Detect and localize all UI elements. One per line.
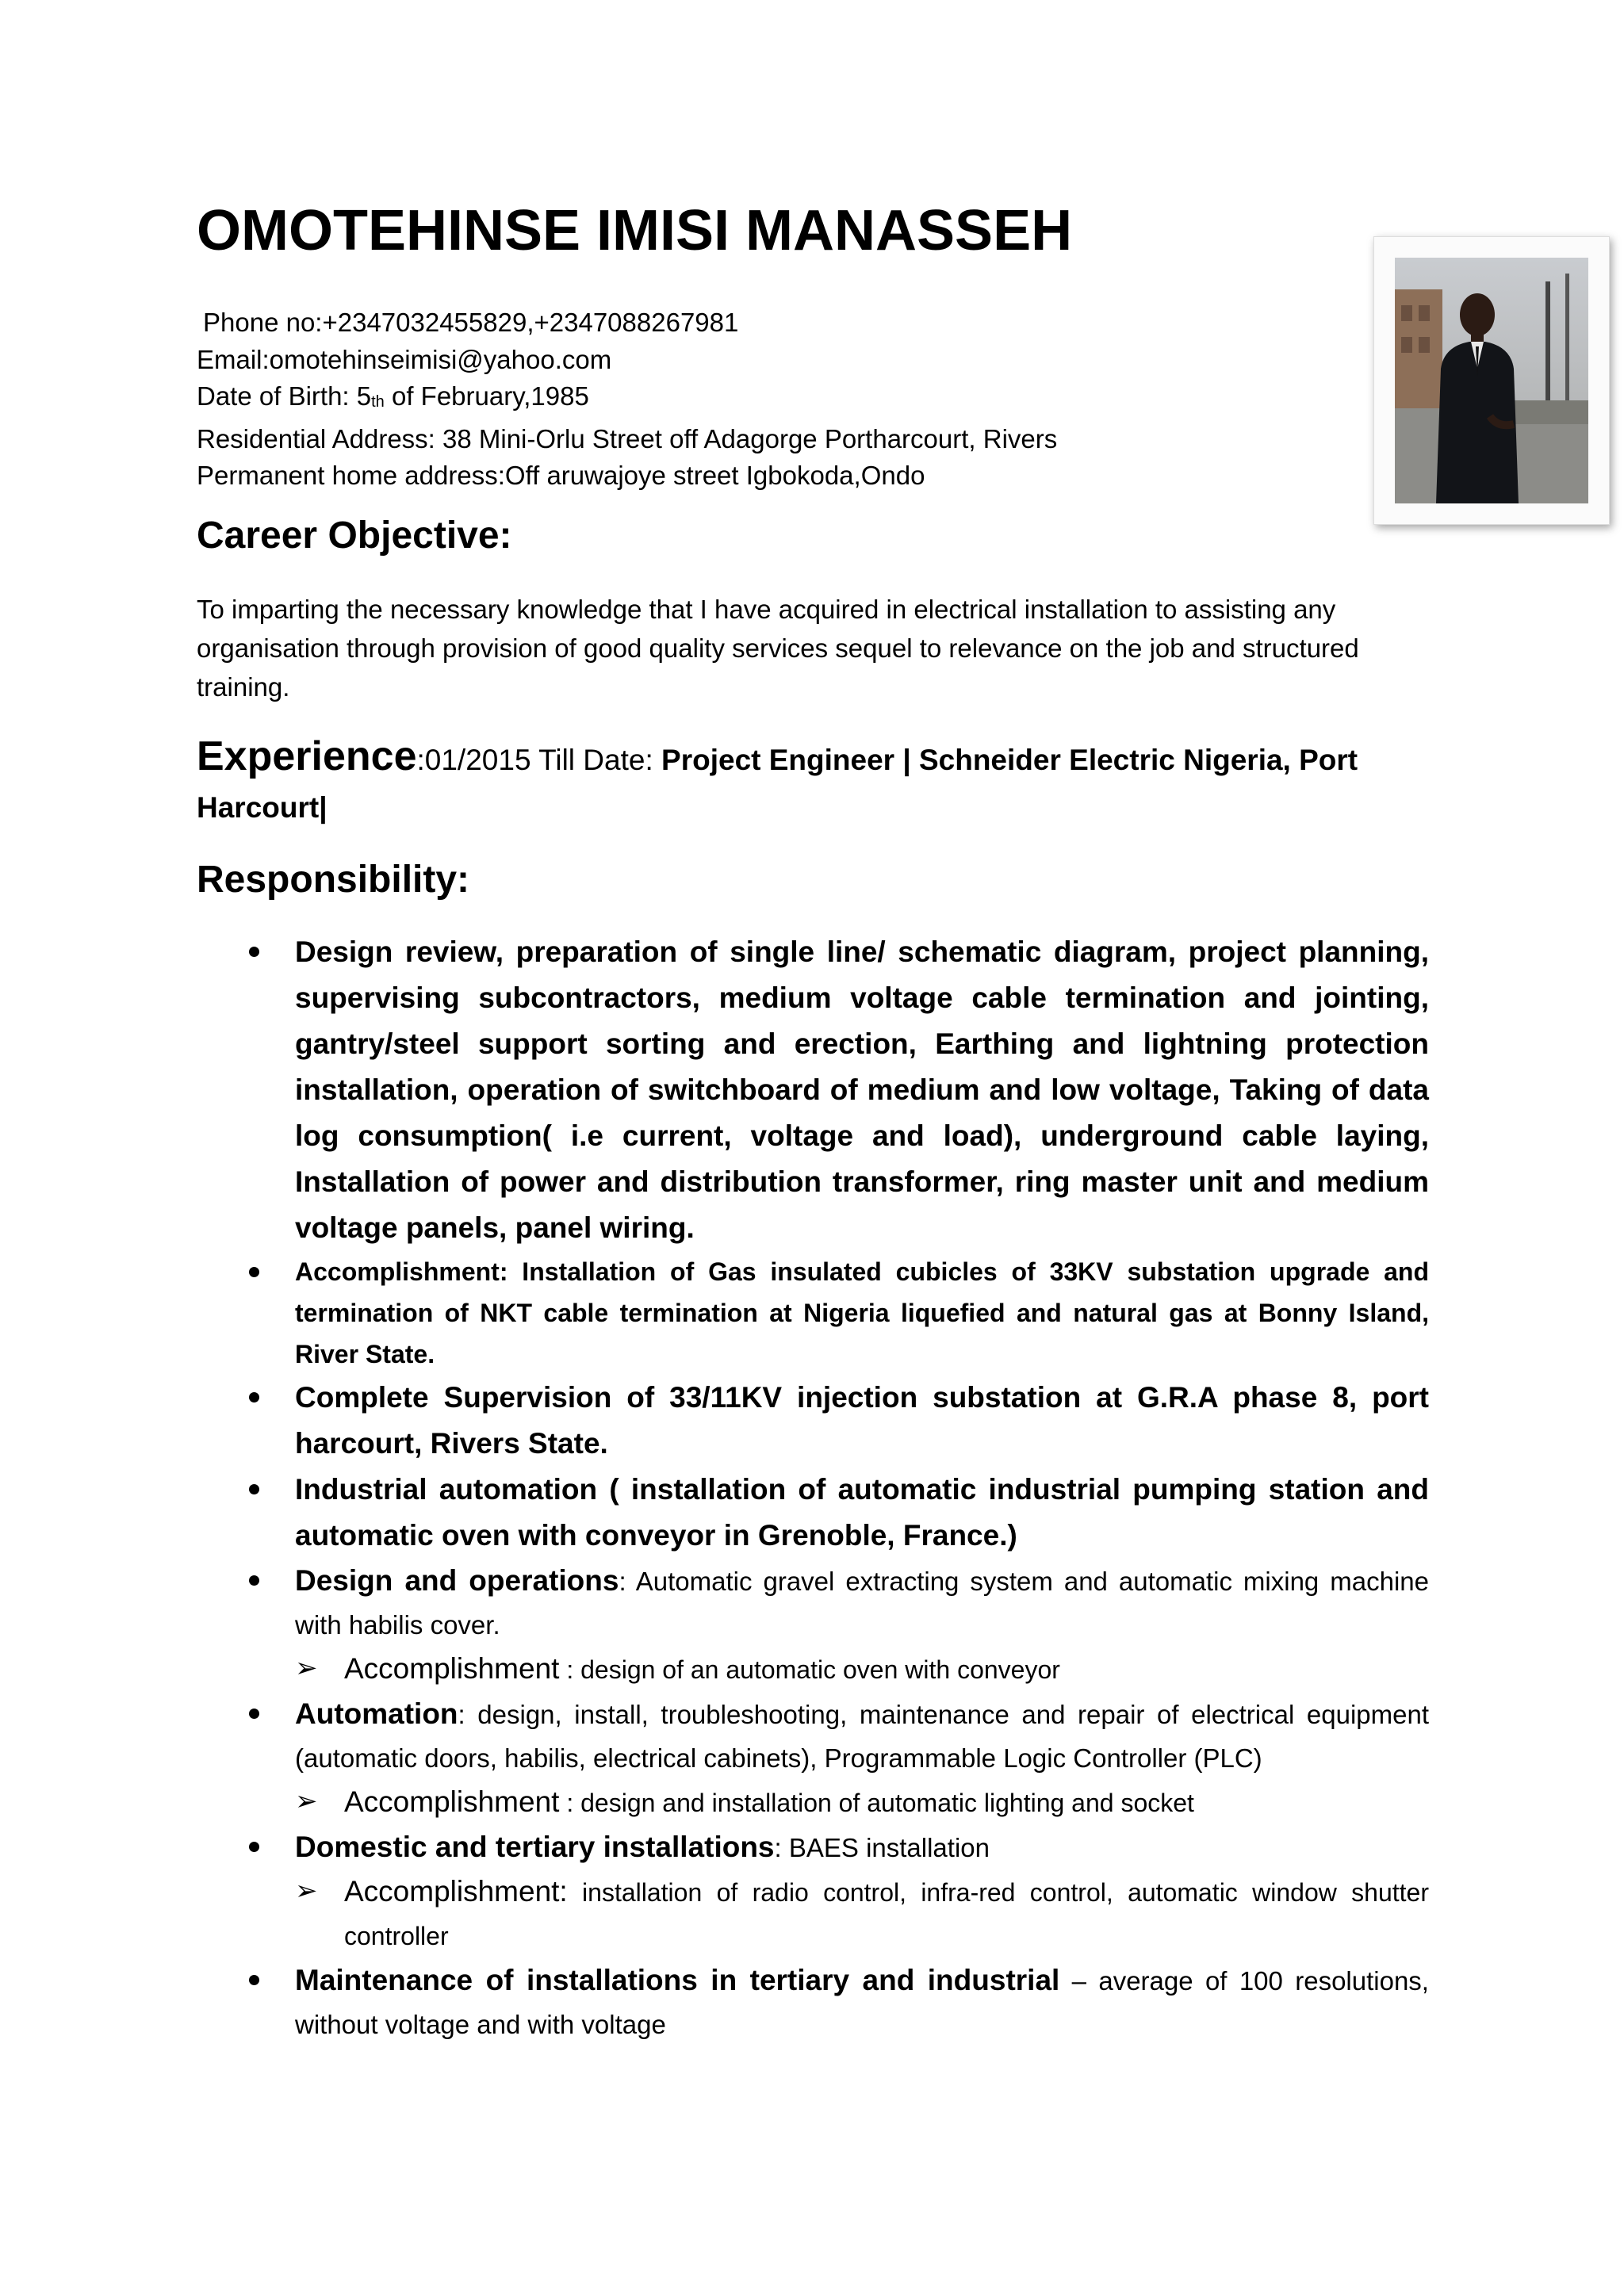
responsibility-heading: Responsibility: — [197, 859, 470, 901]
list-item-title: Design and operations — [295, 1564, 619, 1597]
sub-item-title: Accomplishment: — [344, 1875, 568, 1908]
dob-suffix: of February,1985 — [384, 381, 589, 411]
sub-item-title: Accomplishment — [344, 1785, 560, 1818]
list-item — [197, 1825, 1429, 1958]
responsibility-list — [197, 929, 1429, 2046]
list-item: Complete Supervision of 33/11KV injection substation at G.R.A phase 8, port harcourt, Rivers State. — [197, 1375, 1429, 1467]
sub-item-text: installation of radio control, infra-red control, automatic window shutter controller — [344, 1878, 1429, 1950]
sub-list-item — [295, 1647, 1429, 1692]
list-item-title: Maintenance of installations in tertiary and industrial — [295, 1964, 1060, 1996]
experience-heading: Experience — [197, 733, 417, 779]
phone-line: Phone no:+2347032455829,+2347088267981 — [203, 308, 739, 337]
sub-item-text: : design and installation of automatic lighting and socket — [559, 1789, 1194, 1817]
sub-item-title: Accomplishment — [344, 1652, 560, 1685]
profile-photo-image — [1395, 258, 1588, 503]
contact-block — [197, 304, 1057, 495]
sub-list-item — [295, 1869, 1429, 1958]
experience-block — [197, 733, 1434, 832]
career-objective-heading: Career Objective: — [197, 515, 512, 557]
experience-role: Project Engineer | Schneider Electric Nigeria, Port Harcourt| — [197, 744, 1358, 824]
career-objective-text: To imparting the necessary knowledge that I have acquired in electrical installation to assisting any organisation through provision of good quality services sequel to relevance on the job and structured training. — [197, 595, 1359, 702]
list-item-title: Domestic and tertiary installations — [295, 1831, 775, 1863]
list-item: Industrial automation ( installation of automatic industrial pumping station and automatic oven with conveyor in Grenoble, France.) — [197, 1467, 1429, 1559]
list-item-text: : design, install, troubleshooting, maintenance and repair of electrical equipment (automatic doors, habilis, electrical cabinets), Programmable Logic Controller (PLC) — [295, 1700, 1429, 1773]
list-item — [197, 1559, 1429, 1692]
candidate-name: OMOTEHINSE IMISI MANASSEH — [197, 199, 1073, 262]
list-item: Design review, preparation of single line/ schematic diagram, project planning, supervising subcontractors, medium voltage cable termination and jointing, gantry/steel support sorting and erection, Earthing and lightning protection installation, operation of switchboard of medium and low voltage, Taking of data log consumption( i.e current, voltage and load), underground cable laying, Installation of power and distribution transformer, ring master unit and medium voltage panels, panel wiring. — [197, 929, 1429, 1251]
email-line: Email:omotehinseimisi@yahoo.com — [197, 344, 612, 374]
residential-address-line: Residential Address: 38 Mini-Orlu Street off Adagorge Portharcourt, Rivers — [197, 423, 1058, 453]
arrow-bullet-icon: ➢ — [295, 1786, 318, 1816]
arrow-bullet-icon: ➢ — [295, 1653, 318, 1683]
profile-photo — [1373, 236, 1610, 525]
sub-list-item — [295, 1780, 1429, 1825]
list-item-text: : BAES installation — [774, 1833, 990, 1862]
arrow-bullet-icon: ➢ — [295, 1876, 318, 1906]
list-item-title: Automation — [295, 1697, 458, 1730]
sub-item-text: : design of an automatic oven with conveyor — [559, 1655, 1060, 1684]
experience-dates: :01/2015 Till Date: — [416, 744, 662, 776]
list-item: Accomplishment: Installation of Gas insulated cubicles of 33KV substation upgrade and termination of NKT cable termination at Nigeria liquefied and natural gas at Bonny Island, River State. — [197, 1251, 1429, 1375]
list-item-text: – average of 100 resolutions, without voltage and with voltage — [295, 1966, 1429, 2039]
list-item — [197, 1692, 1429, 1825]
dob-line — [197, 378, 1057, 421]
dob-superscript: th — [371, 393, 385, 411]
list-item-text: : Automatic gravel extracting system and automatic mixing machine with habilis cover. — [295, 1567, 1429, 1640]
dob-prefix: Date of Birth: 5 — [197, 381, 372, 411]
permanent-address-line: Permanent home address:Off aruwajoye street Igbokoda,Ondo — [197, 461, 925, 490]
list-item — [197, 1958, 1429, 2046]
